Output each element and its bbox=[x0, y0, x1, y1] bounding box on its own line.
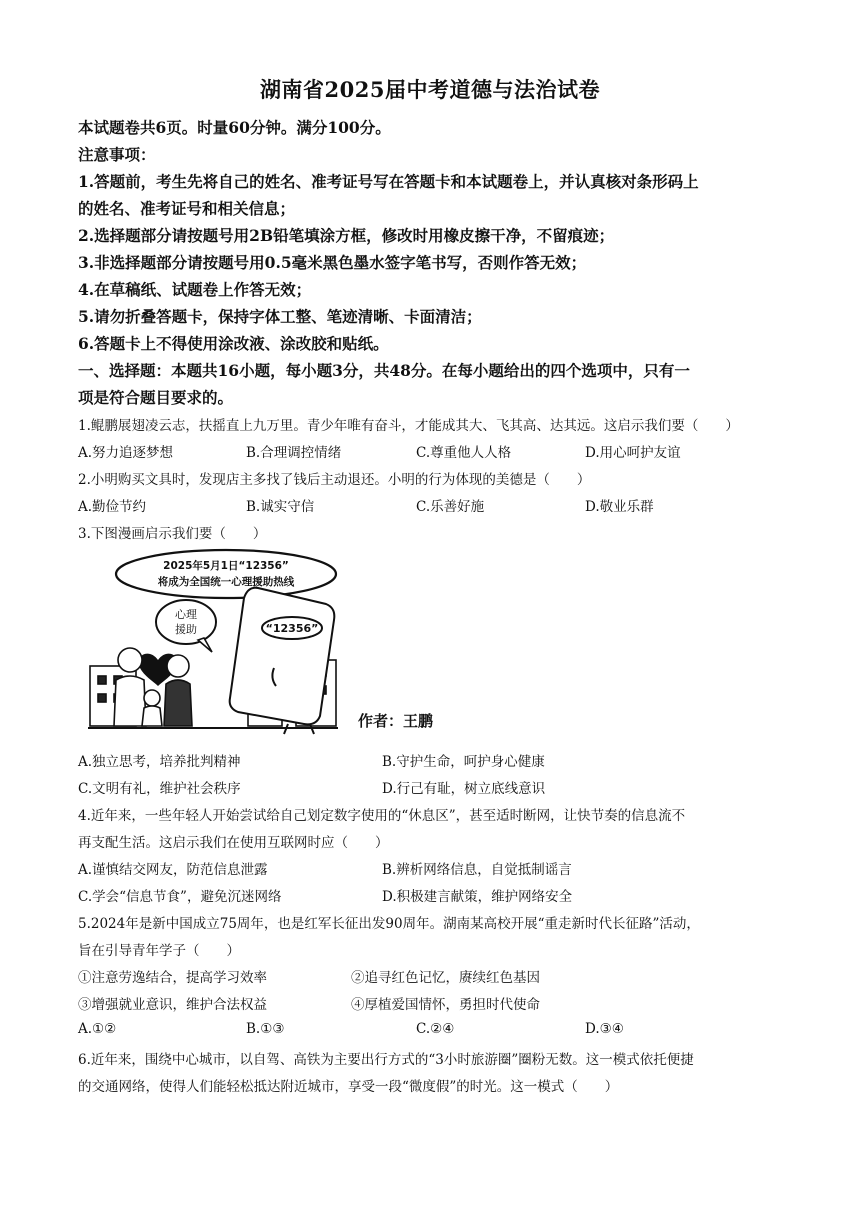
question-3-options bbox=[78, 777, 790, 799]
notice-heading: 注意事项： bbox=[78, 145, 156, 164]
option-a: A.努力追逐梦想 bbox=[78, 445, 174, 461]
notice-item: 3.非选择题部分请按题号用0.5毫米黑色墨水签字笔书写，否则作答无效； bbox=[78, 253, 587, 272]
option-a: A.独立思考，培养批判精神 bbox=[78, 754, 241, 770]
question-2-options bbox=[78, 495, 790, 517]
option-b: B.①③ bbox=[246, 1021, 285, 1037]
option-d: D.③④ bbox=[585, 1021, 624, 1037]
option-d: D.积极建言献策，维护网络安全 bbox=[382, 889, 573, 905]
comic-caption-line1: 2025年5月1日“12356” bbox=[163, 560, 289, 572]
option-a: A.①② bbox=[78, 1021, 117, 1037]
question-5-stem: 旨在引导青年学子（ ） bbox=[78, 943, 240, 959]
statement: ①注意劳逸结合，提高学习效率 bbox=[78, 970, 267, 986]
comic-phone-label: “12356” bbox=[265, 622, 319, 635]
question-4-options bbox=[78, 885, 790, 907]
option-b: B.守护生命，呵护身心健康 bbox=[382, 754, 545, 770]
question-4-stem: 4.近年来，一些年轻人开始尝试给自己划定数字使用的“休息区”，甚至适时断网，让快节奏的信息流不 bbox=[78, 808, 686, 824]
option-b: B.诚实守信 bbox=[246, 499, 315, 515]
option-d: D.行己有耻，树立底线意识 bbox=[382, 781, 546, 797]
question-3-options bbox=[78, 750, 790, 772]
question-1-stem: 1.鲲鹏展翅凌云志，扶摇直上九万里。青少年唯有奋斗，才能成其大、飞其高、达其远。这启示我们要（ ） bbox=[78, 418, 739, 434]
option-c: C.乐善好施 bbox=[416, 499, 485, 515]
notice-item: 的姓名、准考证号和相关信息； bbox=[78, 199, 296, 218]
question-2-stem: 2.小明购买文具时，发现店主多找了钱后主动退还。小明的行为体现的美德是（ ） bbox=[78, 472, 591, 488]
notice-item: 5.请勿折叠答题卡，保持字体工整、笔迹清晰、卡面清洁； bbox=[78, 307, 482, 326]
question-4-stem: 再支配生活。这启示我们在使用互联网时应（ ） bbox=[78, 835, 389, 851]
option-a: A.谨慎结交网友，防范信息泄露 bbox=[78, 862, 268, 878]
question-5-stem: 5.2024年是新中国成立75周年，也是红军长征出发90周年。湖南某高校开展“重走新时代长征路”活动， bbox=[78, 916, 700, 932]
question-1-options bbox=[78, 441, 790, 463]
question-3-stem: 3.下图漫画启示我们要（ ） bbox=[78, 526, 267, 542]
statement: ③增强就业意识，维护合法权益 bbox=[78, 997, 267, 1013]
section-heading: 项是符合题目要求的。 bbox=[78, 388, 234, 407]
notice-item: 2.选择题部分请按题号用2B铅笔填涂方框，修改时用橡皮擦干净，不留痕迹； bbox=[78, 226, 615, 245]
comic-illustration bbox=[88, 548, 473, 738]
question-5-options bbox=[78, 1021, 790, 1043]
option-a: A.勤俭节约 bbox=[78, 499, 147, 515]
notice-item: 4.在草稿纸、试题卷上作答无效； bbox=[78, 280, 312, 299]
question-4-options bbox=[78, 858, 790, 880]
option-c: C.②④ bbox=[416, 1021, 455, 1037]
comic-bubble-line1: 心理 bbox=[175, 608, 197, 621]
comic-caption-line2: 将成为全国统一心理援助热线 bbox=[157, 576, 295, 588]
comic-bubble-line2: 援助 bbox=[175, 623, 197, 636]
statement: ④厚植爱国情怀，勇担时代使命 bbox=[351, 997, 540, 1013]
question-6-stem: 的交通网络，使得人们能轻松抵达附近城市，享受一段“微度假”的时光。这一模式（ ） bbox=[78, 1079, 619, 1095]
option-c: C.学会“信息节食”，避免沉迷网络 bbox=[78, 889, 282, 905]
statement: ②追寻红色记忆，赓续红色基因 bbox=[351, 970, 540, 986]
question-6-stem: 6.近年来，围绕中心城市，以自驾、高铁为主要出行方式的“3小时旅游圈”圈粉无数。这一模式依托便捷 bbox=[78, 1052, 694, 1068]
option-c: C.尊重他人人格 bbox=[416, 445, 512, 461]
notice-item: 6.答题卡上不得使用涂改液、涂改胶和贴纸。 bbox=[78, 334, 389, 353]
section-heading: 一、选择题：本题共16小题，每小题3分，共48分。在每小题给出的四个选项中，只有一 bbox=[78, 361, 690, 380]
notice-item: 1.答题前，考生先将自己的姓名、准考证号写在答题卡和本试题卷上，并认真核对条形码上 bbox=[78, 172, 699, 191]
question-5-statements bbox=[78, 966, 790, 988]
comic-author: 作者：王鹏 bbox=[358, 712, 434, 730]
option-b: B.合理调控情绪 bbox=[246, 445, 342, 461]
option-d: D.用心呵护友谊 bbox=[585, 445, 681, 461]
option-d: D.敬业乐群 bbox=[585, 499, 654, 515]
option-c: C.文明有礼，维护社会秩序 bbox=[78, 781, 241, 797]
question-5-statements bbox=[78, 993, 790, 1015]
option-b: B.辨析网络信息，自觉抵制谣言 bbox=[382, 862, 572, 878]
exam-intro: 本试题卷共6页。时量60分钟。满分100分。 bbox=[78, 118, 391, 137]
exam-title: 湖南省2025届中考道德与法治试卷 bbox=[260, 77, 600, 102]
